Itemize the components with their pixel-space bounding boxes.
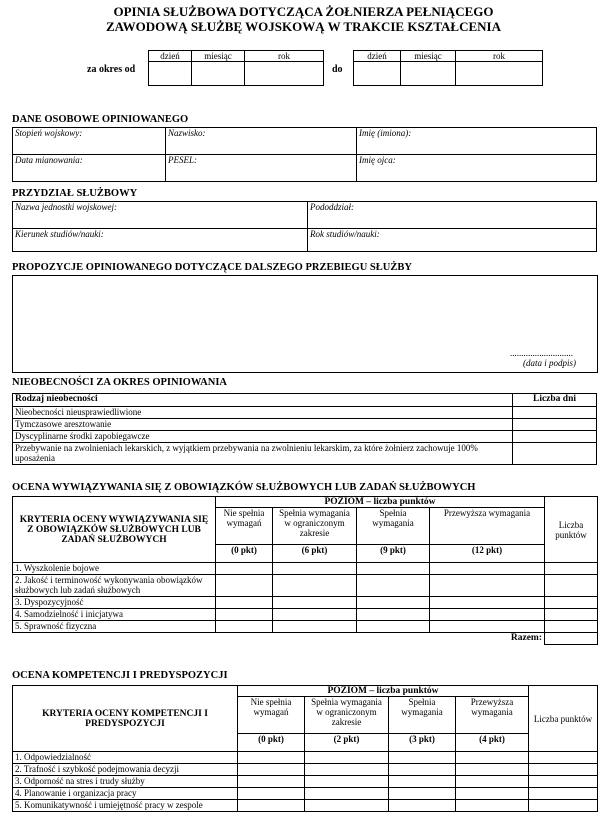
absence-days-field[interactable] xyxy=(513,407,597,419)
assignment-heading: PRZYDZIAŁ SŁUŻBOWY xyxy=(12,188,138,199)
period-from-label: za okres od xyxy=(87,64,136,75)
competence-heading: OCENA KOMPETENCJI I PREDYSPOZYCJI xyxy=(12,670,228,681)
names-field[interactable]: Imię (imiona): xyxy=(357,128,597,155)
proposals-sign-label: (data i podpis) xyxy=(523,358,576,368)
competence-row-label: 1. Odpowiedzialność xyxy=(13,752,238,764)
proposals-dots: ............................ xyxy=(510,348,573,358)
pesel-field[interactable]: PESEL: xyxy=(166,155,357,182)
absence-row-label: Dyscyplinarne środki zapobiegawcze xyxy=(13,431,513,443)
personal-table xyxy=(12,127,597,182)
from-year-field[interactable] xyxy=(245,62,324,86)
subunit-field[interactable]: Pododdział: xyxy=(308,202,597,229)
to-year-field[interactable] xyxy=(456,62,543,86)
personal-heading: DANE OSOBOWE OPINIOWANEGO xyxy=(12,114,189,125)
period-from-table: dzień miesiąc rok xyxy=(148,50,324,86)
duties-row-label: 3. Dyspozycyjność xyxy=(13,597,216,609)
to-day-field[interactable] xyxy=(354,62,401,86)
duties-row-label: 5. Sprawność fizyczna xyxy=(13,621,216,633)
competence-row-label: 5. Komunikatywność i umiejętność pracy w zespole xyxy=(13,800,238,812)
absence-row-label: Nieobecności nieusprawiedliwione xyxy=(13,407,513,419)
period-to-label: do xyxy=(332,64,343,75)
absence-days-field[interactable] xyxy=(513,419,597,431)
duties-total-field[interactable] xyxy=(545,633,598,645)
duties-row-label: 2. Jakość i terminowość wykonywania obowiązków służbowych lub zadań służbowych xyxy=(13,575,216,597)
duties-row-label: 1. Wyszkolenie bojowe xyxy=(13,563,216,575)
rank-field[interactable]: Stopień wojskowy: xyxy=(13,128,166,155)
to-month-field[interactable] xyxy=(401,62,456,86)
duties-level-header: POZIOM – liczba punktów xyxy=(216,497,545,508)
absences-heading: NIEOBECNOŚCI ZA OKRES OPINIOWANIA xyxy=(12,377,228,388)
competence-level-header: POZIOM – liczba punktów xyxy=(238,686,529,697)
absences-table: Rodzaj nieobecności Liczba dni Nieobecności nieusprawiedliwione Tymczasowe aresztowanie Dyscyplinarne środki zapobiegawcze Przebywanie na zwolnieniach lekarskich, z wyjątkiem przebywania na zwolnieniu lekarskim, za które żołnierz zachowuje 100% uposażenia xyxy=(12,393,597,465)
proposals-box[interactable] xyxy=(12,275,598,373)
unit-field[interactable]: Nazwa jednostki wojskowej: xyxy=(13,202,308,229)
duties-row-label: 4. Samodzielność i inicjatywa xyxy=(13,609,216,621)
absence-row-label: Tymczasowe aresztowanie xyxy=(13,419,513,431)
father-field[interactable]: Imię ojca: xyxy=(357,155,597,182)
duties-table: KRYTERIA OCENY WYWIĄZYWANIA SIĘ Z OBOWIĄZKÓW SŁUŻBOWYCH LUB ZADAŃ SŁUŻBOWYCH POZIOM – liczba punktów Liczba punktów Nie spełnia wymagań Spełnia wymagania w ograniczonym zakresie Spełnia wymagania Przewyższa wymagania (0 pkt) (6 pkt) (9 pkt) (12 pkt) 1. Wyszkolenie bojowe 2. Jakość i terminowość wykonywania obowiązków służbowych lub zadań służbowych 3. Dyspozycyjność 4. Samodzielność i inicjatywa 5. Sprawność fizyczna Razem: xyxy=(12,496,598,645)
form-title-line2: ZAWODOWĄ SŁUŻBĘ WOJSKOWĄ W TRAKCIE KSZTAŁCENIA xyxy=(105,19,502,34)
study-year-field[interactable]: Rok studiów/nauki: xyxy=(308,229,597,252)
form-title-line1: OPINIA SŁUŻBOWA DOTYCZĄCA ŻOŁNIERZA PEŁNIĄCEGO xyxy=(113,4,494,19)
period-to-table: dzień miesiąc rok xyxy=(353,50,543,86)
assignment-table xyxy=(12,201,597,252)
competence-criteria-header: KRYTERIA OCENY KOMPETENCJI I PREDYSPOZYCJI xyxy=(13,686,238,752)
competence-table: KRYTERIA OCENY KOMPETENCJI I PREDYSPOZYCJI POZIOM – liczba punktów Liczba punktów Nie spełnia wymagań Spełnia wymagania w ograniczonym zakresie Spełnia wymagania Przewyższa wymagania (0 pkt) (2 pkt) (3 pkt) (4 pkt) 1. Odpowiedzialność 2. Trafność i szybkość podejmowania decyzji 3. Odporność na stres i trudy służby 4. Planowanie i organizacja pracy 5. Komunikatywność i umiejętność pracy w zespole xyxy=(12,685,598,812)
competence-row-label: 4. Planowanie i organizacja pracy xyxy=(13,788,238,800)
absence-days-field[interactable] xyxy=(513,443,597,465)
competence-points-header: Liczba punktów xyxy=(529,686,598,752)
proposals-heading: PROPOZYCJE OPINIOWANEGO DOTYCZĄCE DALSZEGO PRZEBIEGU SŁUŻBY xyxy=(12,262,412,273)
duties-criteria-header: KRYTERIA OCENY WYWIĄZYWANIA SIĘ Z OBOWIĄZKÓW SŁUŻBOWYCH LUB ZADAŃ SŁUŻBOWYCH xyxy=(13,497,216,563)
competence-row-label: 3. Odporność na stres i trudy służby xyxy=(13,776,238,788)
absence-row-label: Przebywanie na zwolnieniach lekarskich, z wyjątkiem przebywania na zwolnieniu lekarskim, za które żołnierz zachowuje 100% uposażenia xyxy=(13,443,513,465)
surname-field[interactable]: Nazwisko: xyxy=(166,128,357,155)
duties-heading: OCENA WYWIĄZYWANIA SIĘ Z OBOWIĄZKÓW SŁUŻBOWYCH LUB ZADAŃ SŁUŻBOWYCH xyxy=(12,482,476,493)
from-month-field[interactable] xyxy=(192,62,245,86)
duties-total-label: Razem: xyxy=(13,633,545,645)
duties-points-header: Liczba punktów xyxy=(545,497,598,563)
competence-row-label: 2. Trafność i szybkość podejmowania decyzji xyxy=(13,764,238,776)
field-of-study-field[interactable]: Kierunek studiów/nauki: xyxy=(13,229,308,252)
from-day-field[interactable] xyxy=(149,62,192,86)
absence-days-field[interactable] xyxy=(513,431,597,443)
appointment-field[interactable]: Data mianowania: xyxy=(13,155,166,182)
